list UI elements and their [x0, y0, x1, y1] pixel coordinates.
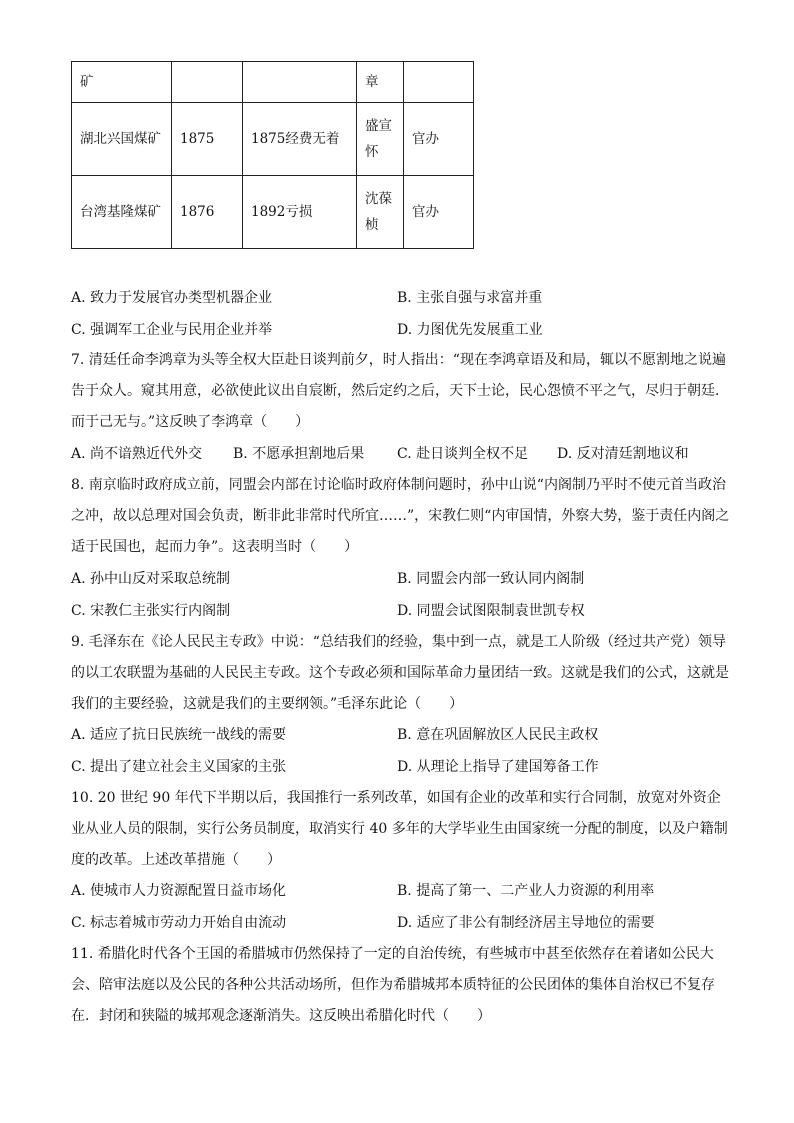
q9-stem: 9. 毛泽东在《论人民民主专政》中说：“总结我们的经验，集中到一点，就是工人阶级（经过共产党）领导的以工农联盟为基础的人民民主专政。这个专政必须和国际革命力量团结一致。这就是我们的公式，这就是我们的主要经验，这就是我们的主要纲领。”毛泽东此论（ ）: [71, 634, 729, 712]
table-cell: [172, 62, 243, 103]
table-cell: 湖北兴国煤矿: [72, 103, 172, 176]
table-cell: 矿: [72, 62, 172, 103]
table-cell: 1875: [172, 103, 243, 176]
q8-option-a: A. 孙中山反对采取总统制: [71, 571, 231, 587]
table-cell: 官办: [404, 176, 474, 249]
q6-option-b: B. 主张自强与求富并重: [397, 290, 543, 306]
q7-stem: 7. 清廷任命李鸿章为头等全权大臣赴日谈判前夕，时人指出：“现在李鸿章语及和局，辄以不愿割地之说遍告于众人。窥其用意，必欲使此议出自宸断，然后定约之后，天下士论，民心怨愤不平之气，尽归于朝廷．而于己无与。”这反映了李鸿章（ ）: [71, 352, 729, 430]
q11-stem: 11. 希腊化时代各个王国的希腊城市仍然保持了一定的自治传统，有些城市中甚至依然存在着诸如公民大会、陪审法庭以及公民的各种公共活动场所，但作为希腊城邦本质特征的公民团体的集体自治权已不复存在．封闭和狭隘的城邦观念逐渐消失。这反映出希腊化时代（ ）: [71, 946, 715, 1024]
mine-table: [71, 61, 474, 249]
table-cell: 1876: [172, 176, 243, 249]
table-cell: 沈葆桢: [357, 176, 404, 249]
q10-option-d: D. 适应了非公有制经济居主导地位的需要: [397, 915, 655, 931]
q8-option-d: D. 同盟会试图限制袁世凯专权: [397, 603, 585, 619]
q7-option-d: D. 反对清廷割地议和: [557, 446, 689, 462]
q6-option-d: D. 力图优先发展重工业: [397, 322, 543, 338]
table-row: [72, 103, 474, 176]
table-cell: [243, 62, 357, 103]
q6-option-a: A. 致力于发展官办类型机器企业: [71, 290, 273, 306]
q7-option-a: A. 尚不谙熟近代外交: [71, 446, 203, 462]
table-cell: 1875经费无着: [243, 103, 357, 176]
table-cell: [404, 62, 474, 103]
table-cell: 官办: [404, 103, 474, 176]
q7-option-b: B. 不愿承担割地后果: [233, 446, 365, 462]
table-row: [72, 62, 474, 103]
q8-stem: 8. 南京临时政府成立前，同盟会内部在讨论临时政府体制问题时，孙中山说“内阁制乃平时不使元首当政治之冲，故以总理对国会负责，断非此非常时代所宜……”，宋教仁则“内审国情，外察大势，鉴于责任内阁之适于民国也，起而力争”。这表明当时（ ）: [71, 477, 730, 555]
q7-option-c: C. 赴日谈判全权不足: [397, 446, 529, 462]
q9-option-a: A. 适应了抗日民族统一战线的需要: [71, 727, 287, 743]
table-cell: 1892亏损: [243, 176, 357, 249]
table-cell: 台湾基隆煤矿: [72, 176, 172, 249]
table-cell: 盛宣怀: [357, 103, 404, 176]
q8-option-b: B. 同盟会内部一致认同内阁制: [397, 571, 585, 587]
table-row: [72, 176, 474, 249]
q10-option-b: B. 提高了第一、二产业人力资源的利用率: [397, 883, 655, 899]
q9-option-b: B. 意在巩固解放区人民民主政权: [397, 727, 599, 743]
q10-stem: 10. 20 世纪 90 年代下半期以后，我国推行一系列改革，如国有企业的改革和实行合同制，放宽对外资企业从业人员的限制，实行公务员制度，取消实行 40 多年的大学毕业生由国家统一分配的制度，以及户籍制度的改革。上述改革措施（ ）: [71, 790, 728, 868]
q10-option-a: A. 使城市人力资源配置日益市场化: [71, 883, 287, 899]
table-cell: 章: [357, 62, 404, 103]
q10-option-c: C. 标志着城市劳动力开始自由流动: [71, 915, 287, 931]
q9-option-d: D. 从理论上指导了建国筹备工作: [397, 759, 599, 775]
q6-option-c: C. 强调军工企业与民用企业并举: [71, 322, 273, 338]
q9-option-c: C. 提出了建立社会主义国家的主张: [71, 759, 287, 775]
q8-option-c: C. 宋教仁主张实行内阁制: [71, 603, 231, 619]
